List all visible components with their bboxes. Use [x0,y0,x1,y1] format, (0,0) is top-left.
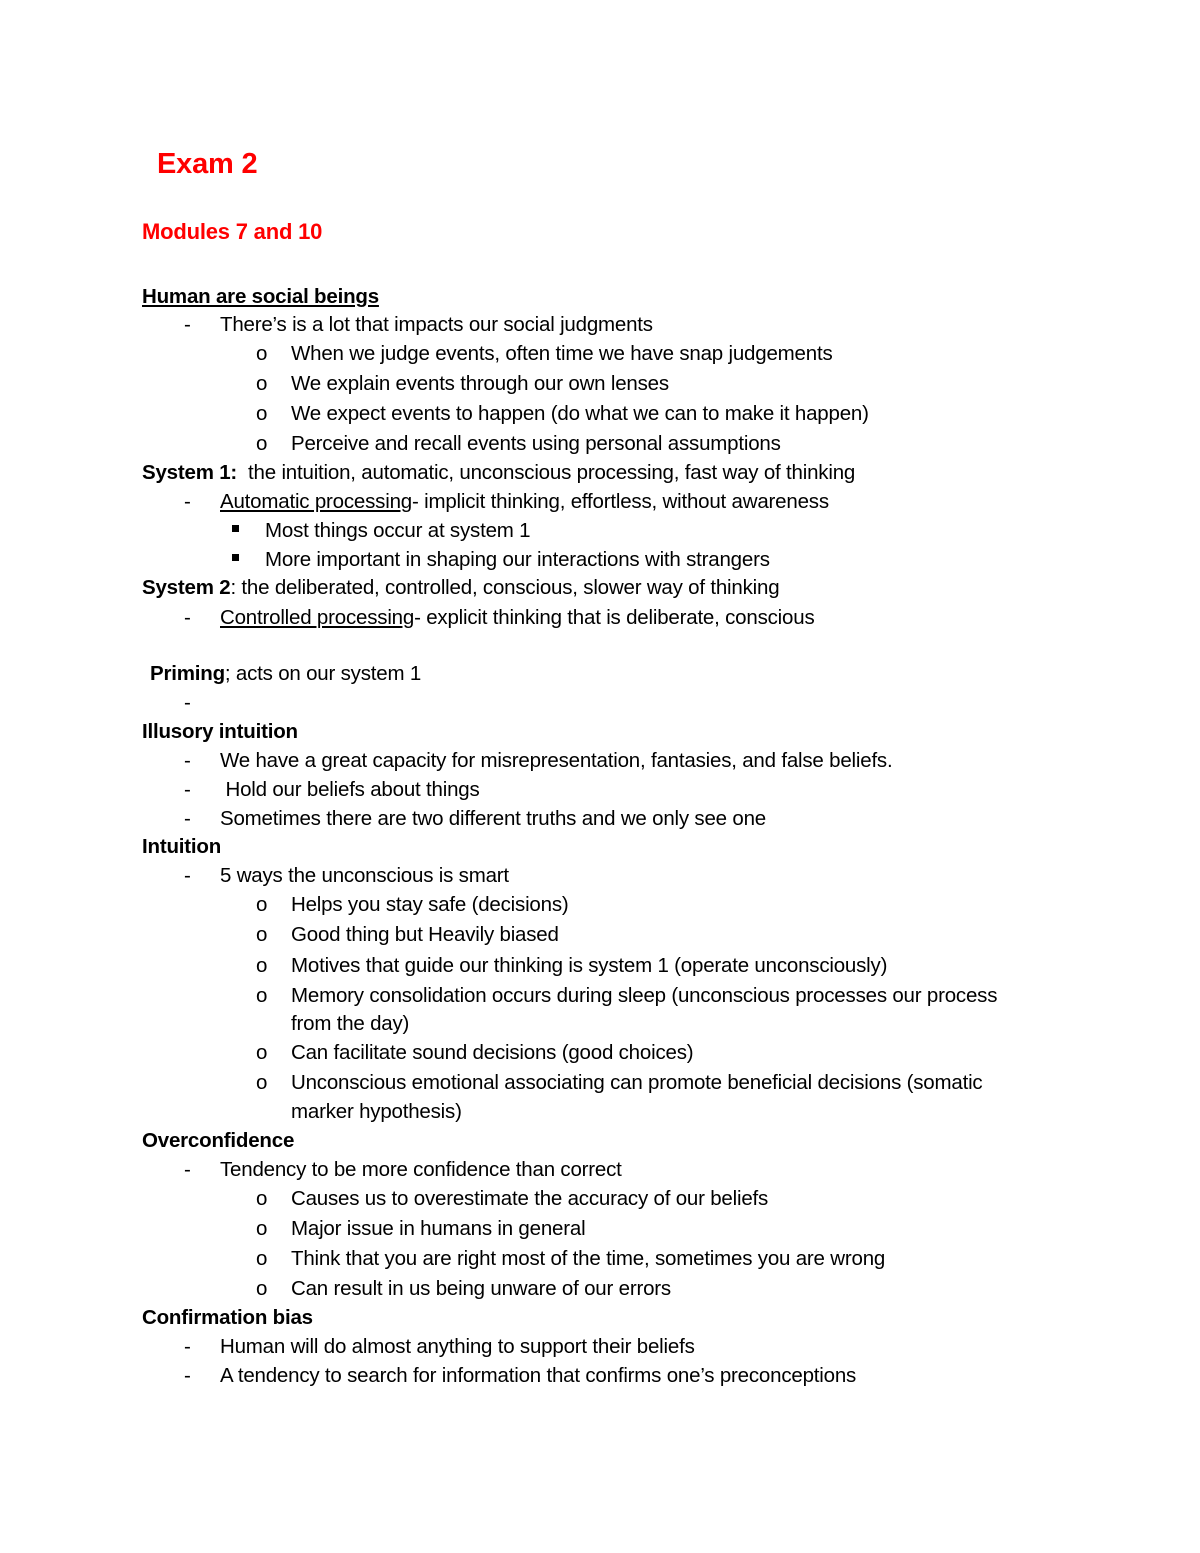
square-bullet-icon [232,525,239,532]
list-item: Hold our beliefs about things [220,778,480,801]
list-item: We have a great capacity for misrepresentation, fantasies, and false beliefs. [220,749,893,772]
circle-marker: o [256,402,268,425]
list-item [220,605,815,631]
list-item: Can facilitate sound decisions (good choices) [291,1041,694,1064]
dash-marker: - [184,807,191,830]
system-2-line [142,575,779,601]
list-item: Major issue in humans in general [291,1217,586,1240]
square-bullet-icon [232,554,239,561]
list-item: Tendency to be more confidence than correct [220,1158,622,1181]
list-item: More important in shaping our interactions with strangers [265,548,770,571]
list-item: Think that you are right most of the time, sometimes you are wrong [291,1247,886,1270]
circle-marker: o [256,923,268,946]
document-title: Exam 2 [157,148,258,180]
controlled-processing-definition: - explicit thinking that is deliberate, conscious [414,606,815,629]
section-heading-intuition: Intuition [142,835,222,858]
dash-marker: - [184,1158,191,1181]
list-item: Human will do almost anything to support their beliefs [220,1335,695,1358]
system-1-text: the intuition, automatic, unconscious processing, fast way of thinking [237,461,856,484]
priming-line [150,661,421,687]
dash-marker: - [184,1335,191,1358]
dash-marker: - [184,691,191,714]
dash-marker: - [184,313,191,336]
list-item-continuation: marker hypothesis) [291,1100,462,1123]
list-item: Causes us to overestimate the accuracy of our beliefs [291,1187,769,1210]
list-item: Most things occur at system 1 [265,519,531,542]
circle-marker: o [256,1071,268,1094]
circle-marker: o [256,1277,268,1300]
list-item: Helps you stay safe (decisions) [291,893,569,916]
circle-marker: o [256,893,268,916]
list-item: Motives that guide our thinking is system 1 (operate unconsciously) [291,954,888,977]
section-heading-social-beings: Human are social beings [142,285,379,308]
priming-text: ; acts on our system 1 [224,662,422,685]
system-1-line [142,460,855,486]
section-heading-illusory-intuition: Illusory intuition [142,720,298,743]
system-2-text: : the deliberated, controlled, conscious, slower way of thinking [230,576,780,599]
list-item: A tendency to search for information that confirms one’s preconceptions [220,1364,857,1387]
circle-marker: o [256,342,268,365]
list-item: We expect events to happen (do what we can to make it happen) [291,402,869,425]
system-1-label: System 1: [142,461,238,484]
list-item-continuation: from the day) [291,1012,410,1035]
automatic-processing-term: Automatic processing [220,490,412,513]
circle-marker: o [256,1247,268,1270]
list-item [220,489,829,515]
dash-marker: - [184,1364,191,1387]
list-item: There’s is a lot that impacts our social judgments [220,313,653,336]
list-item: 5 ways the unconscious is smart [220,864,509,887]
priming-label: Priming [150,662,225,685]
list-item: Good thing but Heavily biased [291,923,559,946]
list-item: We explain events through our own lenses [291,372,669,395]
list-item: Unconscious emotional associating can promote beneficial decisions (somatic [291,1071,983,1094]
list-item: Can result in us being unware of our errors [291,1277,671,1300]
circle-marker: o [256,954,268,977]
circle-marker: o [256,372,268,395]
dash-marker: - [184,864,191,887]
section-heading-confirmation-bias: Confirmation bias [142,1306,313,1329]
list-item: Sometimes there are two different truths and we only see one [220,807,766,830]
automatic-processing-definition: - implicit thinking, effortless, without awareness [411,490,829,513]
controlled-processing-term: Controlled processing [220,606,415,629]
circle-marker: o [256,432,268,455]
list-item: Perceive and recall events using personal assumptions [291,432,781,455]
dash-marker: - [184,606,191,629]
document-subtitle: Modules 7 and 10 [142,219,323,244]
list-item: When we judge events, often time we have snap judgements [291,342,833,365]
circle-marker: o [256,1041,268,1064]
circle-marker: o [256,984,268,1007]
circle-marker: o [256,1217,268,1240]
system-2-label: System 2 [142,576,231,599]
list-item: Memory consolidation occurs during sleep (unconscious processes our process [291,984,998,1007]
section-heading-overconfidence: Overconfidence [142,1129,295,1152]
circle-marker: o [256,1187,268,1210]
dash-marker: - [184,749,191,772]
dash-marker: - [184,490,191,513]
dash-marker: - [184,778,191,801]
